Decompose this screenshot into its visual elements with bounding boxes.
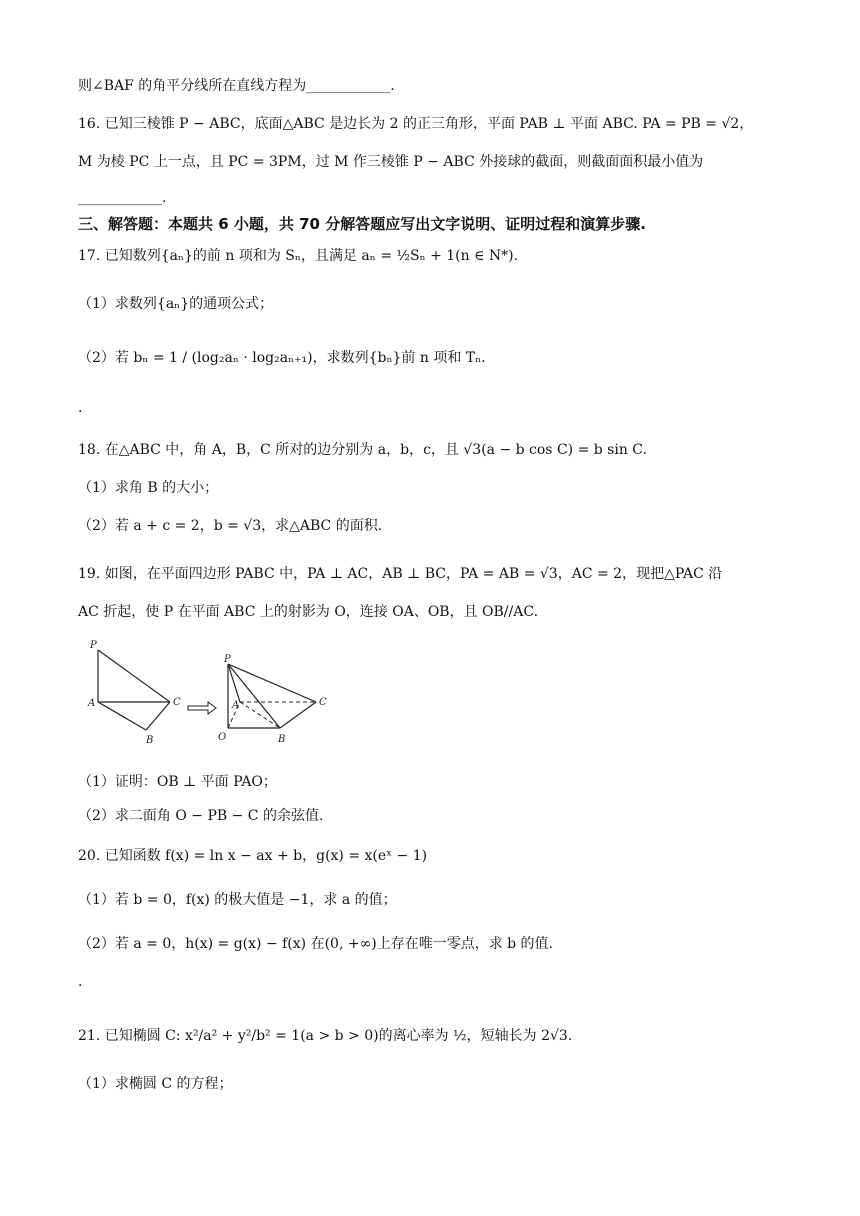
label-C-right: C — [319, 697, 327, 708]
q19-line1: 19. 如图，在平面四边形 PABC 中，PA ⊥ AC，AB ⊥ BC，PA = AB = √3，AC = 2，现把△PAC 沿 — [78, 566, 723, 582]
label-A-right: A — [232, 700, 240, 711]
section-heading: 三、解答题：本题共 6 小题，共 70 分解答题应写出文字说明、证明过程和演算步骤. — [78, 215, 646, 233]
folding-diagram — [80, 636, 340, 748]
q17-part2: （2）若 bₙ = 1 / (log₂aₙ · log₂aₙ₊₁)，求数列{bₙ}前 n 项和 Tₙ. — [78, 350, 486, 366]
q16-line1: 16. 已知三棱锥 P − ABC，底面△ABC 是边长为 2 的正三角形，平面 PAB ⊥ 平面 ABC. PA = PB = √2， — [78, 116, 754, 132]
label-B-left: B — [146, 735, 154, 746]
label-O-right: O — [218, 732, 227, 743]
separator-dot: . — [78, 974, 83, 990]
q19-figure — [80, 636, 340, 752]
q20-stem: 20. 已知函数 f(x) = ln x − ax + b，g(x) = x(eˣ − 1) — [78, 848, 428, 864]
q15-tail: 则∠BAF 的角平分线所在直线方程为____________. — [78, 78, 395, 94]
q21-part1: （1）求椭圆 C 的方程； — [78, 1076, 233, 1092]
label-P-right: P — [224, 654, 231, 665]
label-B-right: B — [278, 734, 286, 745]
q19-part1: （1）证明：OB ⊥ 平面 PAO； — [78, 774, 277, 790]
q20-part2: （2）若 a = 0，h(x) = g(x) − f(x) 在(0, +∞)上存在唯一零点，求 b 的值. — [78, 936, 554, 952]
q16-line3: ____________. — [78, 190, 167, 206]
q19-part2: （2）求二面角 O − PB − C 的余弦值. — [78, 808, 324, 824]
q17-stem: 17. 已知数列{aₙ}的前 n 项和为 Sₙ，且满足 aₙ = ½Sₙ + 1(n ∈ N*). — [78, 248, 519, 264]
q17-part1: （1）求数列{aₙ}的通项公式； — [78, 296, 274, 312]
label-C-left: C — [173, 697, 181, 708]
q18-part1: （1）求角 B 的大小； — [78, 480, 219, 496]
q16-line2: M 为棱 PC 上一点，且 PC = 3PM，过 M 作三棱锥 P − ABC 外接球的截面，则截面面积最小值为 — [78, 154, 704, 170]
q20-part1: （1）若 b = 0，f(x) 的极大值是 −1，求 a 的值； — [78, 892, 397, 908]
q18-stem: 18. 在△ABC 中，角 A，B，C 所对的边分别为 a，b，c，且 √3(a − b cos C) = b sin C. — [78, 442, 647, 458]
q18-part2: （2）若 a + c = 2，b = √3，求△ABC 的面积. — [78, 518, 383, 534]
q19-line2: AC 折起，使 P 在平面 ABC 上的射影为 O，连接 OA、OB，且 OB//AC. — [78, 604, 539, 620]
label-P-left: P — [90, 640, 97, 651]
separator-dot: . — [78, 400, 83, 416]
label-A-left: A — [88, 698, 96, 709]
q21-stem: 21. 已知椭圆 C: x²/a² + y²/b² = 1(a > b > 0)的离心率为 ½，短轴长为 2√3. — [78, 1028, 573, 1044]
